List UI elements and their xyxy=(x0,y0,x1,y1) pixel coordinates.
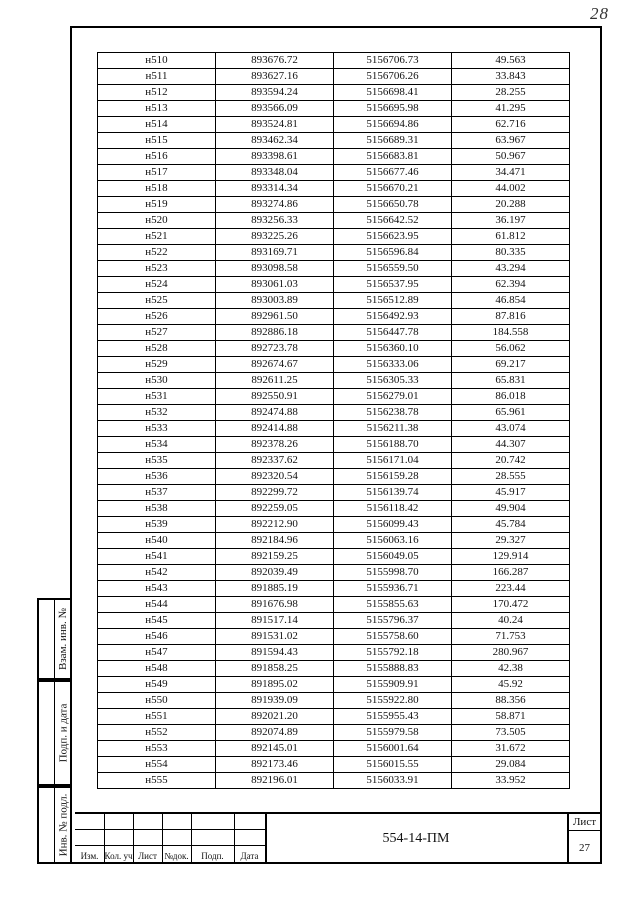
point-id-cell: н521 xyxy=(98,229,216,245)
x-coordinate-cell: 892074.89 xyxy=(216,725,334,741)
point-id-cell: н518 xyxy=(98,181,216,197)
table-row xyxy=(98,581,570,597)
y-coordinate-cell: 5156238.78 xyxy=(334,405,452,421)
distance-cell: 40.24 xyxy=(452,613,570,629)
distance-cell: 280.967 xyxy=(452,645,570,661)
distance-cell: 45.917 xyxy=(452,485,570,501)
table-row xyxy=(98,773,570,789)
table-row xyxy=(98,373,570,389)
point-id-cell: н545 xyxy=(98,613,216,629)
y-coordinate-cell: 5156670.21 xyxy=(334,181,452,197)
distance-cell: 62.394 xyxy=(452,277,570,293)
x-coordinate-cell: 893274.86 xyxy=(216,197,334,213)
y-coordinate-cell: 5156447.78 xyxy=(334,325,452,341)
table-row xyxy=(98,597,570,613)
x-coordinate-cell: 893003.89 xyxy=(216,293,334,309)
point-id-cell: н528 xyxy=(98,341,216,357)
y-coordinate-cell: 5156512.89 xyxy=(334,293,452,309)
sheet-number: 27 xyxy=(579,841,590,854)
x-coordinate-cell: 892021.20 xyxy=(216,709,334,725)
x-coordinate-cell: 892474.88 xyxy=(216,405,334,421)
x-coordinate-cell: 893314.34 xyxy=(216,181,334,197)
title-header-kol-uch: Кол. уч xyxy=(104,851,133,861)
x-coordinate-cell: 892299.72 xyxy=(216,485,334,501)
x-coordinate-cell: 892886.18 xyxy=(216,325,334,341)
point-id-cell: н546 xyxy=(98,629,216,645)
x-coordinate-cell: 892550.91 xyxy=(216,389,334,405)
y-coordinate-cell: 5156139.74 xyxy=(334,485,452,501)
table-row xyxy=(98,197,570,213)
table-row xyxy=(98,485,570,501)
table-row xyxy=(98,693,570,709)
distance-cell: 45.92 xyxy=(452,677,570,693)
distance-cell: 170.472 xyxy=(452,597,570,613)
table-row xyxy=(98,421,570,437)
x-coordinate-cell: 892173.46 xyxy=(216,757,334,773)
y-coordinate-cell: 5156015.55 xyxy=(334,757,452,773)
table-row xyxy=(98,101,570,117)
point-id-cell: н541 xyxy=(98,549,216,565)
y-coordinate-cell: 5156694.86 xyxy=(334,117,452,133)
table-row xyxy=(98,213,570,229)
y-coordinate-cell: 5155888.83 xyxy=(334,661,452,677)
point-id-cell: н519 xyxy=(98,197,216,213)
handwritten-page-number: 28 xyxy=(590,4,609,23)
table-row xyxy=(98,709,570,725)
x-coordinate-cell: 891885.19 xyxy=(216,581,334,597)
table-row xyxy=(98,677,570,693)
y-coordinate-cell: 5156001.64 xyxy=(334,741,452,757)
x-coordinate-cell: 893524.81 xyxy=(216,117,334,133)
table-row xyxy=(98,741,570,757)
distance-cell: 73.505 xyxy=(452,725,570,741)
x-coordinate-cell: 891939.09 xyxy=(216,693,334,709)
x-coordinate-cell: 893627.16 xyxy=(216,69,334,85)
table-row xyxy=(98,645,570,661)
y-coordinate-cell: 5155792.18 xyxy=(334,645,452,661)
distance-cell: 33.843 xyxy=(452,69,570,85)
y-coordinate-cell: 5155955.43 xyxy=(334,709,452,725)
table-row xyxy=(98,261,570,277)
point-id-cell: н550 xyxy=(98,693,216,709)
distance-cell: 71.753 xyxy=(452,629,570,645)
distance-cell: 20.288 xyxy=(452,197,570,213)
point-id-cell: н534 xyxy=(98,437,216,453)
distance-cell: 50.967 xyxy=(452,149,570,165)
distance-cell: 45.784 xyxy=(452,517,570,533)
y-coordinate-cell: 5156188.70 xyxy=(334,437,452,453)
x-coordinate-cell: 893594.24 xyxy=(216,85,334,101)
x-coordinate-cell: 892674.67 xyxy=(216,357,334,373)
y-coordinate-cell: 5156677.46 xyxy=(334,165,452,181)
table-row xyxy=(98,245,570,261)
x-coordinate-cell: 893256.33 xyxy=(216,213,334,229)
distance-cell: 41.295 xyxy=(452,101,570,117)
y-coordinate-cell: 5155909.91 xyxy=(334,677,452,693)
distance-cell: 69.217 xyxy=(452,357,570,373)
x-coordinate-cell: 892159.25 xyxy=(216,549,334,565)
title-header-izm: Изм. xyxy=(80,851,99,861)
point-id-cell: н511 xyxy=(98,69,216,85)
table-row xyxy=(98,453,570,469)
side-label-vzam: Взам. инв. № xyxy=(57,608,69,670)
side-stamp-inv-podl xyxy=(37,786,70,864)
table-row xyxy=(98,149,570,165)
table-row xyxy=(98,325,570,341)
distance-cell: 20.742 xyxy=(452,453,570,469)
point-id-cell: н516 xyxy=(98,149,216,165)
y-coordinate-cell: 5156033.91 xyxy=(334,773,452,789)
distance-cell: 223.44 xyxy=(452,581,570,597)
x-coordinate-cell: 892184.96 xyxy=(216,533,334,549)
table-row xyxy=(98,341,570,357)
distance-cell: 34.471 xyxy=(452,165,570,181)
point-id-cell: н539 xyxy=(98,517,216,533)
distance-cell: 28.255 xyxy=(452,85,570,101)
distance-cell: 87.816 xyxy=(452,309,570,325)
y-coordinate-cell: 5156695.98 xyxy=(334,101,452,117)
point-id-cell: н530 xyxy=(98,373,216,389)
table-row xyxy=(98,117,570,133)
table-row xyxy=(98,565,570,581)
x-coordinate-cell: 891858.25 xyxy=(216,661,334,677)
y-coordinate-cell: 5156537.95 xyxy=(334,277,452,293)
distance-cell: 29.327 xyxy=(452,533,570,549)
distance-cell: 46.854 xyxy=(452,293,570,309)
y-coordinate-cell: 5156642.52 xyxy=(334,213,452,229)
table-row xyxy=(98,53,570,69)
x-coordinate-cell: 893566.09 xyxy=(216,101,334,117)
point-id-cell: н548 xyxy=(98,661,216,677)
table-row xyxy=(98,165,570,181)
table-row xyxy=(98,469,570,485)
y-coordinate-cell: 5156492.93 xyxy=(334,309,452,325)
point-id-cell: н536 xyxy=(98,469,216,485)
y-coordinate-cell: 5156049.05 xyxy=(334,549,452,565)
table-row xyxy=(98,757,570,773)
point-id-cell: н544 xyxy=(98,597,216,613)
coordinates-table xyxy=(97,52,570,789)
table-row xyxy=(98,389,570,405)
point-id-cell: н515 xyxy=(98,133,216,149)
distance-cell: 44.307 xyxy=(452,437,570,453)
y-coordinate-cell: 5156698.41 xyxy=(334,85,452,101)
point-id-cell: н527 xyxy=(98,325,216,341)
distance-cell: 65.831 xyxy=(452,373,570,389)
x-coordinate-cell: 893061.03 xyxy=(216,277,334,293)
side-label-inv-podl: Инв. № подл. xyxy=(57,793,69,857)
table-row xyxy=(98,85,570,101)
y-coordinate-cell: 5156211.38 xyxy=(334,421,452,437)
point-id-cell: н547 xyxy=(98,645,216,661)
point-id-cell: н523 xyxy=(98,261,216,277)
x-coordinate-cell: 891594.43 xyxy=(216,645,334,661)
table-row xyxy=(98,501,570,517)
y-coordinate-cell: 5156063.16 xyxy=(334,533,452,549)
table-row xyxy=(98,277,570,293)
y-coordinate-cell: 5156706.26 xyxy=(334,69,452,85)
point-id-cell: н554 xyxy=(98,757,216,773)
y-coordinate-cell: 5156559.50 xyxy=(334,261,452,277)
x-coordinate-cell: 893348.04 xyxy=(216,165,334,181)
y-coordinate-cell: 5156689.31 xyxy=(334,133,452,149)
distance-cell: 86.018 xyxy=(452,389,570,405)
distance-cell: 56.062 xyxy=(452,341,570,357)
distance-cell: 43.074 xyxy=(452,421,570,437)
table-row xyxy=(98,613,570,629)
x-coordinate-cell: 892961.50 xyxy=(216,309,334,325)
table-row xyxy=(98,437,570,453)
point-id-cell: н555 xyxy=(98,773,216,789)
y-coordinate-cell: 5156360.10 xyxy=(334,341,452,357)
x-coordinate-cell: 892320.54 xyxy=(216,469,334,485)
distance-cell: 80.335 xyxy=(452,245,570,261)
y-coordinate-cell: 5155922.80 xyxy=(334,693,452,709)
point-id-cell: н512 xyxy=(98,85,216,101)
x-coordinate-cell: 892145.01 xyxy=(216,741,334,757)
point-id-cell: н524 xyxy=(98,277,216,293)
x-coordinate-cell: 891517.14 xyxy=(216,613,334,629)
distance-cell: 33.952 xyxy=(452,773,570,789)
distance-cell: 88.356 xyxy=(452,693,570,709)
title-header-list: Лист xyxy=(138,851,157,861)
x-coordinate-cell: 891531.02 xyxy=(216,629,334,645)
distance-cell: 166.287 xyxy=(452,565,570,581)
table-row xyxy=(98,725,570,741)
point-id-cell: н526 xyxy=(98,309,216,325)
x-coordinate-cell: 892723.78 xyxy=(216,341,334,357)
y-coordinate-cell: 5155936.71 xyxy=(334,581,452,597)
side-label-podp-data: Подп. и дата xyxy=(57,703,70,763)
x-coordinate-cell: 892259.05 xyxy=(216,501,334,517)
x-coordinate-cell: 892378.26 xyxy=(216,437,334,453)
x-coordinate-cell: 892337.62 xyxy=(216,453,334,469)
distance-cell: 49.904 xyxy=(452,501,570,517)
y-coordinate-cell: 5156118.42 xyxy=(334,501,452,517)
y-coordinate-cell: 5156099.43 xyxy=(334,517,452,533)
title-header-data: Дата xyxy=(240,851,259,861)
y-coordinate-cell: 5156305.33 xyxy=(334,373,452,389)
table-row xyxy=(98,133,570,149)
x-coordinate-cell: 892196.01 xyxy=(216,773,334,789)
x-coordinate-cell: 893169.71 xyxy=(216,245,334,261)
distance-cell: 61.812 xyxy=(452,229,570,245)
point-id-cell: н531 xyxy=(98,389,216,405)
y-coordinate-cell: 5156333.06 xyxy=(334,357,452,373)
distance-cell: 42.38 xyxy=(452,661,570,677)
sheet-label: Лист xyxy=(567,814,602,831)
y-coordinate-cell: 5156683.81 xyxy=(334,149,452,165)
side-stamp-vzam xyxy=(37,598,70,680)
table-row xyxy=(98,661,570,677)
distance-cell: 62.716 xyxy=(452,117,570,133)
distance-cell: 43.294 xyxy=(452,261,570,277)
point-id-cell: н543 xyxy=(98,581,216,597)
x-coordinate-cell: 893098.58 xyxy=(216,261,334,277)
point-id-cell: н537 xyxy=(98,485,216,501)
y-coordinate-cell: 5156650.78 xyxy=(334,197,452,213)
x-coordinate-cell: 891895.02 xyxy=(216,677,334,693)
point-id-cell: н525 xyxy=(98,293,216,309)
distance-cell: 58.871 xyxy=(452,709,570,725)
table-row xyxy=(98,405,570,421)
y-coordinate-cell: 5156596.84 xyxy=(334,245,452,261)
title-header-podp: Подп. xyxy=(201,851,224,861)
table-row xyxy=(98,181,570,197)
table-row xyxy=(98,357,570,373)
point-id-cell: н514 xyxy=(98,117,216,133)
distance-cell: 184.558 xyxy=(452,325,570,341)
distance-cell: 65.961 xyxy=(452,405,570,421)
distance-cell: 63.967 xyxy=(452,133,570,149)
x-coordinate-cell: 893225.26 xyxy=(216,229,334,245)
side-stamp-podp-data xyxy=(37,680,70,786)
table-row xyxy=(98,533,570,549)
y-coordinate-cell: 5156623.95 xyxy=(334,229,452,245)
distance-cell: 28.555 xyxy=(452,469,570,485)
point-id-cell: н533 xyxy=(98,421,216,437)
table-row xyxy=(98,517,570,533)
x-coordinate-cell: 892414.88 xyxy=(216,421,334,437)
y-coordinate-cell: 5155855.63 xyxy=(334,597,452,613)
x-coordinate-cell: 893462.34 xyxy=(216,133,334,149)
y-coordinate-cell: 5156279.01 xyxy=(334,389,452,405)
x-coordinate-cell: 893398.61 xyxy=(216,149,334,165)
distance-cell: 36.197 xyxy=(452,213,570,229)
distance-cell: 31.672 xyxy=(452,741,570,757)
y-coordinate-cell: 5155796.37 xyxy=(334,613,452,629)
point-id-cell: н522 xyxy=(98,245,216,261)
x-coordinate-cell: 891676.98 xyxy=(216,597,334,613)
y-coordinate-cell: 5155998.70 xyxy=(334,565,452,581)
point-id-cell: н538 xyxy=(98,501,216,517)
title-block xyxy=(75,812,602,864)
distance-cell: 129.914 xyxy=(452,549,570,565)
table-row xyxy=(98,549,570,565)
x-coordinate-cell: 893676.72 xyxy=(216,53,334,69)
y-coordinate-cell: 5156706.73 xyxy=(334,53,452,69)
point-id-cell: н517 xyxy=(98,165,216,181)
y-coordinate-cell: 5155979.58 xyxy=(334,725,452,741)
point-id-cell: н552 xyxy=(98,725,216,741)
point-id-cell: н542 xyxy=(98,565,216,581)
distance-cell: 29.084 xyxy=(452,757,570,773)
point-id-cell: н510 xyxy=(98,53,216,69)
point-id-cell: н520 xyxy=(98,213,216,229)
x-coordinate-cell: 892039.49 xyxy=(216,565,334,581)
table-row xyxy=(98,69,570,85)
point-id-cell: н535 xyxy=(98,453,216,469)
point-id-cell: н553 xyxy=(98,741,216,757)
table-row xyxy=(98,293,570,309)
point-id-cell: н551 xyxy=(98,709,216,725)
table-row xyxy=(98,629,570,645)
y-coordinate-cell: 5156159.28 xyxy=(334,469,452,485)
title-header-ndok: №док. xyxy=(164,851,189,861)
point-id-cell: н529 xyxy=(98,357,216,373)
x-coordinate-cell: 892611.25 xyxy=(216,373,334,389)
y-coordinate-cell: 5156171.04 xyxy=(334,453,452,469)
point-id-cell: н532 xyxy=(98,405,216,421)
table-row xyxy=(98,229,570,245)
x-coordinate-cell: 892212.90 xyxy=(216,517,334,533)
point-id-cell: н549 xyxy=(98,677,216,693)
table-row xyxy=(98,309,570,325)
point-id-cell: н540 xyxy=(98,533,216,549)
distance-cell: 49.563 xyxy=(452,53,570,69)
point-id-cell: н513 xyxy=(98,101,216,117)
y-coordinate-cell: 5155758.60 xyxy=(334,629,452,645)
distance-cell: 44.002 xyxy=(452,181,570,197)
document-code: 554-14-ПМ xyxy=(382,831,450,846)
